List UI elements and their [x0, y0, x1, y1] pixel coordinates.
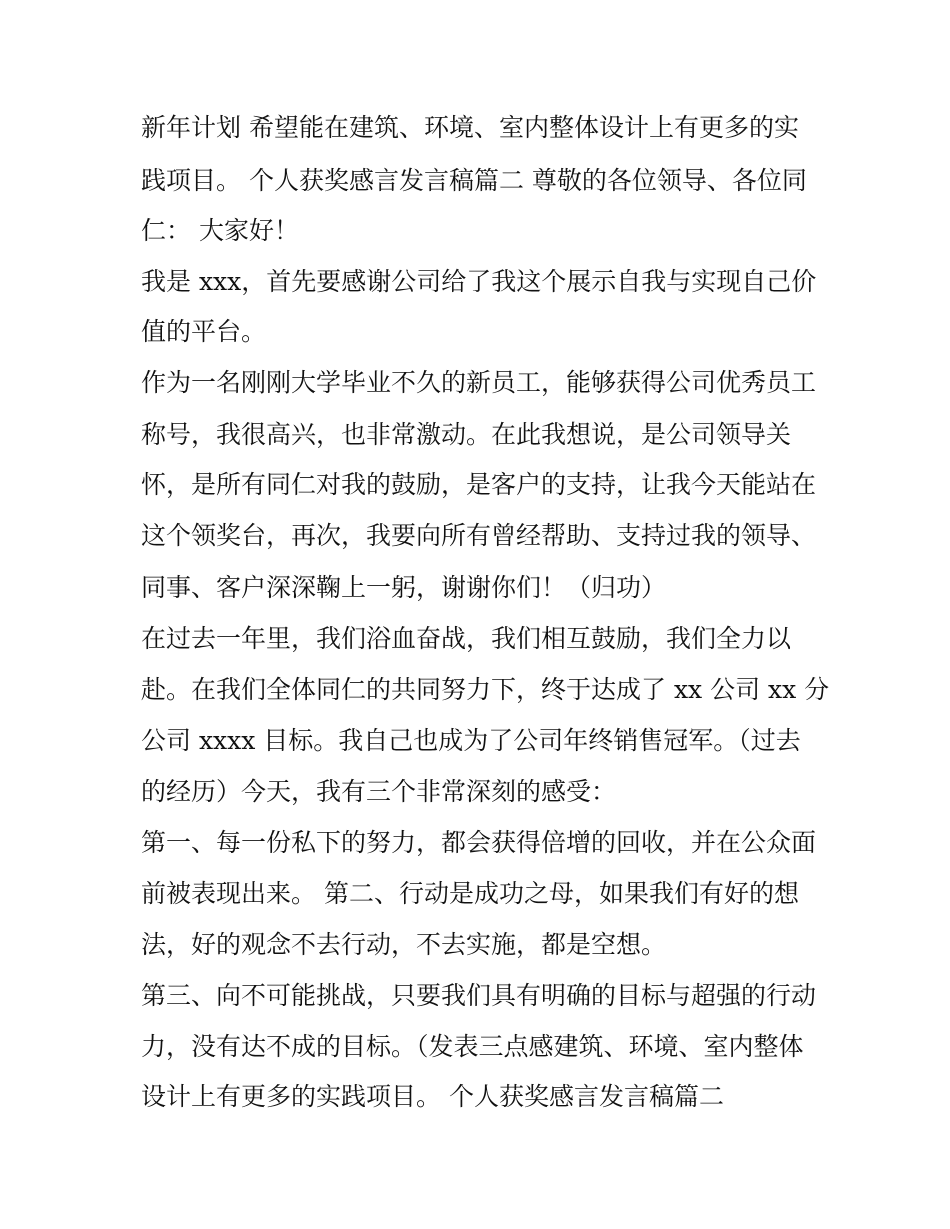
text-line: 称号，我很高兴，也非常激动。在此我想说，是公司领导关	[141, 420, 792, 449]
text-line: 第一、每一份私下的努力，都会获得倍增的回收，并在公众面	[141, 828, 817, 857]
text-line: 第三、向不可能挑战，只要我们具有明确的目标与超强的行动	[141, 981, 817, 1010]
text-line: 力，没有达不成的目标。（发表三点感建筑、环境、室内整体	[141, 1032, 804, 1061]
text-line: 新年计划 希望能在建筑、环境、室内整体设计上有更多的实	[141, 113, 799, 142]
text-line: 怀，是所有同仁对我的鼓励，是客户的支持，让我今天能站在	[141, 470, 817, 499]
text-line: 前被表现出来。 第二、行动是成功之母，如果我们有好的想	[141, 879, 799, 908]
text-line: 作为一名刚刚大学毕业不久的新员工，能够获得公司优秀员工	[141, 368, 817, 397]
text-line: 的经历）今天，我有三个非常深刻的感受：	[141, 777, 617, 806]
text-line: 法，好的观念不去行动，不去实施，都是空想。	[141, 930, 667, 959]
text-line: 设计上有更多的实践项目。 个人获奖感言发言稿篇二	[141, 1082, 724, 1111]
text-line: 同事、客户深深鞠上一躬，谢谢你们！（归功）	[141, 573, 667, 602]
text-line: 公司 xxxx 目标。我自己也成为了公司年终销售冠军。（过去	[141, 726, 801, 755]
text-line: 值的平台。	[141, 317, 267, 346]
text-line: 我是 xxx，首先要感谢公司给了我这个展示自我与实现自己价	[141, 267, 817, 296]
text-line: 践项目。 个人获奖感言发言稿篇二 尊敬的各位领导、各位同	[141, 166, 807, 195]
text-line: 仁： 大家好！	[141, 216, 299, 245]
text-line: 赴。在我们全体同仁的共同努力下，终于达成了 xx 公司 xx 分	[141, 675, 830, 704]
text-line: 这个领奖台，再次，我要向所有曾经帮助、支持过我的领导、	[141, 521, 817, 550]
text-line: 在过去一年里，我们浴血奋战，我们相互鼓励，我们全力以	[141, 624, 792, 653]
